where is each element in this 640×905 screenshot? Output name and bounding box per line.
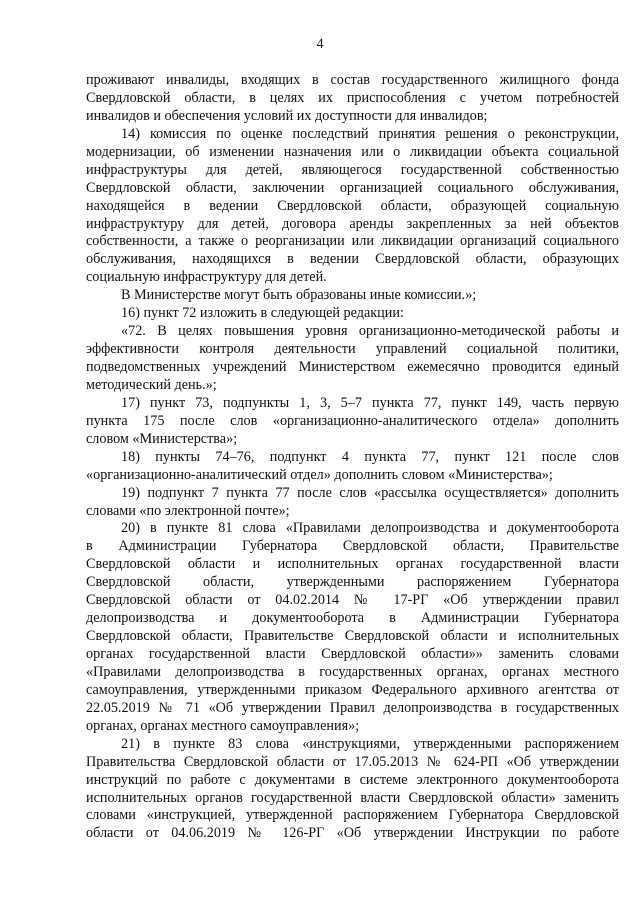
text-line: словами «по электронной почте»;: [86, 502, 290, 519]
text-line: социальную инфраструктуру для детей.: [86, 269, 327, 286]
text-line: пункта 175 после слов «организационно-аналитического отдела» дополнить: [86, 412, 619, 429]
text-line: обслуживания, находящихся в ведении Свердловской области, образующих: [86, 251, 619, 268]
text-line: инструкций по работе с документами в системе электронного документооборота: [86, 771, 619, 788]
text-line: в Администрации Губернатора Свердловской области, Правительстве: [86, 538, 619, 555]
text-line: инфраструктуру для детей, договора аренды закрепленных за ней объектов: [86, 215, 619, 232]
text-line: «Правилами делопроизводства в государственных органах, органах местного: [86, 663, 619, 680]
text-line: инфраструктуры для детей, являющегося государственной собственностью: [86, 161, 619, 178]
document-body: [86, 72, 619, 843]
paragraph-first-line: 21) в пункте 83 слова «инструкциями, утвержденными распоряжением: [121, 735, 619, 752]
text-line: Свердловской области, заключении организацией социального обслуживания,: [86, 179, 619, 196]
text-line: собственности, а также о реорганизации или ликвидации организаций социального: [86, 233, 619, 250]
paragraph-first-line: 17) пункт 73, подпункты 1, 3, 5–7 пункта 77, пункт 149, часть первую: [121, 394, 619, 411]
text-line: области от 04.06.2019 № 126-РГ «Об утверждении Инструкции по работе: [86, 825, 619, 842]
paragraph-first-line: 16) пункт 72 изложить в следующей редакции:: [121, 305, 404, 322]
paragraph-first-line: 14) комиссия по оценке последствий принятия решения о реконструкции,: [121, 125, 619, 142]
text-line: словами «инструкцией, утвержденной распоряжением Губернатора Свердловской: [86, 807, 619, 824]
text-line: «организационно-аналитический отдел» дополнить словом «Министерства»;: [86, 466, 553, 483]
text-line: делопроизводства и документооборота в Администрации Губернатора: [86, 610, 619, 627]
text-line: находящейся в ведении Свердловской области, образующей социальную: [86, 197, 619, 214]
text-line: органах, органах местного самоуправления»;: [86, 717, 360, 734]
text-line: словом «Министерства»;: [86, 430, 238, 447]
text-line: Правительства Свердловской области от 17.05.2013 № 624-РП «Об утверждении: [86, 753, 619, 770]
text-line: методический день.»;: [86, 376, 217, 393]
paragraph-first-line: 19) подпункт 7 пункта 77 после слов «рассылка осуществляется» дополнить: [121, 484, 619, 501]
text-line: Свердловской области, Правительстве Свердловской области и исполнительных: [86, 628, 619, 645]
text-line: Свердловской области от 04.02.2014 № 17-РГ «Об утверждении правил: [86, 592, 619, 609]
text-line: инвалидов и обеспечения условий их доступности для инвалидов;: [86, 107, 488, 124]
page-number: 4: [316, 36, 324, 52]
paragraph-first-line: 18) пункты 74–76, подпункт 4 пункта 77, пункт 121 после слов: [121, 448, 619, 465]
paragraph-first-line: 20) в пункте 81 слова «Правилами делопроизводства и документооборота: [121, 520, 619, 537]
text-line: эффективности контроля деятельности управлений социальной политики,: [86, 341, 619, 358]
text-line: 22.05.2019 № 71 «Об утверждении Правил делопроизводства в государственных: [86, 699, 619, 716]
text-line: модернизации, об изменении назначения или о ликвидации объекта социальной: [86, 143, 619, 160]
paragraph-first-line: «72. В целях повышения уровня организационно-методической работы и: [121, 323, 619, 340]
text-line: проживают инвалиды, входящих в состав государственного жилищного фонда: [86, 72, 619, 88]
text-line: Свердловской области, в целях их приспособления с учетом потребностей: [86, 89, 619, 106]
paragraph-first-line: В Министерстве могут быть образованы иные комиссии.»;: [121, 287, 477, 304]
text-line: подведомственных учреждений Министерством ежемесячно проводится единый: [86, 359, 619, 375]
text-line: самоуправления, утвержденными приказом Федерального архивного агентства от: [86, 681, 619, 698]
text-line: Свердловской области, утвержденными распоряжением Губернатора: [86, 574, 619, 591]
text-line: исполнительных органов государственной власти Свердловской области» заменить: [86, 789, 619, 806]
text-line: органах государственной власти Свердловской области»» заменить словами: [86, 646, 619, 662]
text-line: Свердловской области и исполнительных органах государственной власти: [86, 556, 619, 573]
